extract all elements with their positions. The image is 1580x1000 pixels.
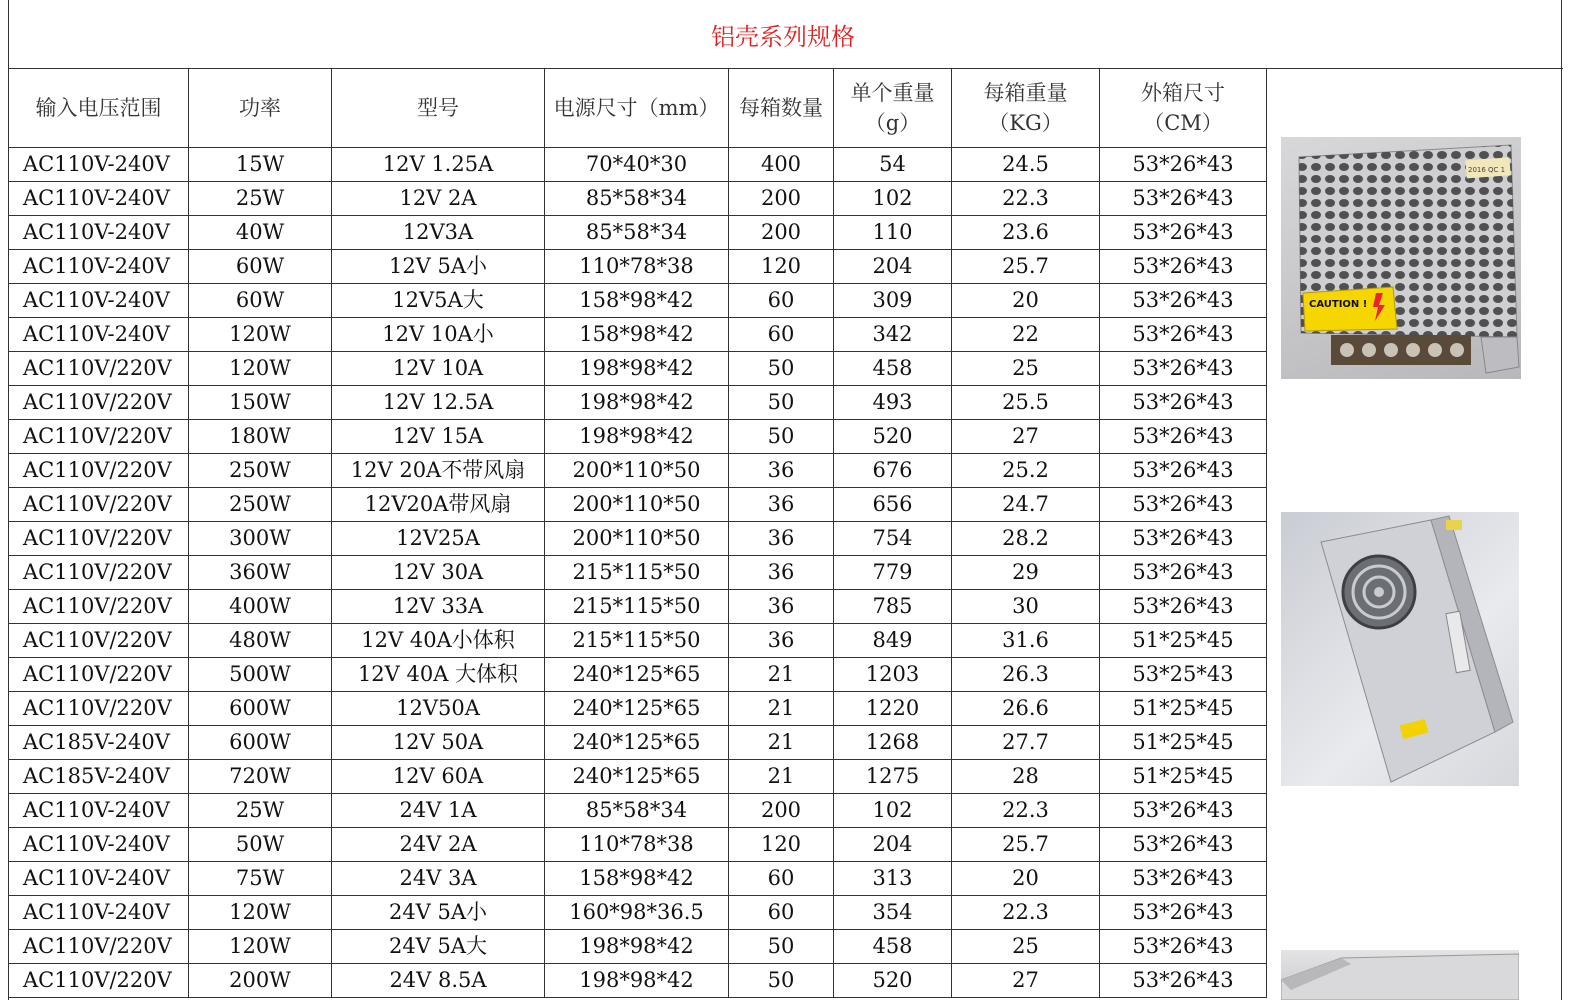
table-cell: 50 [729, 964, 834, 998]
table-cell: 200*110*50 [545, 488, 729, 522]
table-cell: 200 [729, 216, 834, 250]
table-cell: AC110V/220V [9, 454, 189, 488]
table-cell: 25.7 [952, 828, 1100, 862]
table-cell: 60 [729, 862, 834, 896]
table-cell: 198*98*42 [545, 386, 729, 420]
table-cell: 53*26*43 [1100, 862, 1267, 896]
table-cell: 400W [189, 590, 332, 624]
table-row [9, 896, 1564, 930]
table-cell: 400 [729, 148, 834, 182]
table-cell: AC110V/220V [9, 964, 189, 998]
table-cell: 12V 50A [332, 726, 545, 760]
table-cell: 22.3 [952, 896, 1100, 930]
table-cell: 493 [834, 386, 952, 420]
table-cell: 150W [189, 386, 332, 420]
table-cell: AC110V/220V [9, 930, 189, 964]
table-cell: 51*25*45 [1100, 726, 1267, 760]
table-cell: 180W [189, 420, 332, 454]
table-cell: AC110V-240V [9, 148, 189, 182]
table-cell: 25W [189, 794, 332, 828]
table-cell: 53*26*43 [1100, 352, 1267, 386]
table-cell: 110*78*38 [545, 250, 729, 284]
table-cell: AC110V-240V [9, 794, 189, 828]
table-cell: AC110V-240V [9, 250, 189, 284]
table-cell: 53*26*43 [1100, 318, 1267, 352]
table-cell: 36 [729, 454, 834, 488]
table-cell: 25W [189, 182, 332, 216]
table-cell: 40W [189, 216, 332, 250]
table-row [9, 828, 1564, 862]
table-cell: 520 [834, 964, 952, 998]
table-cell: 53*26*43 [1100, 590, 1267, 624]
table-cell: 22.3 [952, 182, 1100, 216]
table-cell: AC110V/220V [9, 522, 189, 556]
table-cell: 250W [189, 488, 332, 522]
table-cell: 240*125*65 [545, 726, 729, 760]
table-cell: 360W [189, 556, 332, 590]
table-cell: 51*25*45 [1100, 624, 1267, 658]
table-cell: 27 [952, 420, 1100, 454]
table-cell: 27 [952, 964, 1100, 998]
table-cell: 12V20A带风扇 [332, 488, 545, 522]
table-cell: AC110V/220V [9, 590, 189, 624]
table-cell: 53*26*43 [1100, 284, 1267, 318]
table-cell: 720W [189, 760, 332, 794]
product-photo-perforated [1281, 137, 1521, 379]
table-cell: 60W [189, 284, 332, 318]
table-cell: 200W [189, 964, 332, 998]
table-cell: 12V5A大 [332, 284, 545, 318]
perforated-psu-illustration [1281, 137, 1521, 379]
table-cell: 240*125*65 [545, 692, 729, 726]
header-cell: 型号 [332, 69, 545, 148]
table-cell: 24V 8.5A [332, 964, 545, 998]
table-cell: AC110V-240V [9, 862, 189, 896]
table-cell: 204 [834, 828, 952, 862]
table-cell: 12V 60A [332, 760, 545, 794]
table-cell: 50 [729, 386, 834, 420]
table-cell: 24.5 [952, 148, 1100, 182]
table-cell: 53*26*43 [1100, 964, 1267, 998]
table-cell: 21 [729, 692, 834, 726]
table-cell: 24V 5A大 [332, 930, 545, 964]
table-cell: 480W [189, 624, 332, 658]
table-cell: 204 [834, 250, 952, 284]
table-cell: 53*26*43 [1100, 556, 1267, 590]
header-cell: 每箱重量 （KG） [952, 69, 1100, 148]
table-cell: 28.2 [952, 522, 1100, 556]
table-cell: 12V 40A小体积 [332, 624, 545, 658]
table-cell: 200 [729, 794, 834, 828]
qc-sticker: 2016 QC 1 [1468, 166, 1506, 174]
table-cell: 53*25*43 [1100, 658, 1267, 692]
table-cell: 12V 10A [332, 352, 545, 386]
photo-column-cell [1267, 420, 1564, 454]
table-cell: 120 [729, 250, 834, 284]
table-cell: 458 [834, 352, 952, 386]
partial-psu-illustration [1281, 950, 1519, 1000]
table-cell: 60W [189, 250, 332, 284]
table-cell: 36 [729, 522, 834, 556]
table-cell: 12V25A [332, 522, 545, 556]
table-cell: AC110V-240V [9, 182, 189, 216]
table-cell: 23.6 [952, 216, 1100, 250]
table-cell: AC110V/220V [9, 658, 189, 692]
table-cell: 12V 33A [332, 590, 545, 624]
table-cell: 102 [834, 794, 952, 828]
table-cell: 849 [834, 624, 952, 658]
table-cell: 53*26*43 [1100, 182, 1267, 216]
table-cell: 120 [729, 828, 834, 862]
table-cell: 250W [189, 454, 332, 488]
table-cell: 54 [834, 148, 952, 182]
table-cell: 22 [952, 318, 1100, 352]
table-row [9, 420, 1564, 454]
table-cell: 754 [834, 522, 952, 556]
header-row [9, 69, 1564, 148]
table-cell: 198*98*42 [545, 930, 729, 964]
table-cell: 53*26*43 [1100, 896, 1267, 930]
table-cell: 25.7 [952, 250, 1100, 284]
table-cell: 300W [189, 522, 332, 556]
table-cell: 12V 20A不带风扇 [332, 454, 545, 488]
table-cell: 85*58*34 [545, 794, 729, 828]
table-cell: 198*98*42 [545, 352, 729, 386]
table-cell: AC110V-240V [9, 318, 189, 352]
table-cell: AC185V-240V [9, 726, 189, 760]
table-cell: 215*115*50 [545, 624, 729, 658]
table-cell: 26.3 [952, 658, 1100, 692]
product-photo-fan-unit [1281, 512, 1519, 786]
table-cell: 110 [834, 216, 952, 250]
table-cell: 600W [189, 692, 332, 726]
table-cell: 676 [834, 454, 952, 488]
table-cell: 53*26*43 [1100, 148, 1267, 182]
table-cell: 53*26*43 [1100, 828, 1267, 862]
table-cell: 12V 12.5A [332, 386, 545, 420]
table-cell: 158*98*42 [545, 862, 729, 896]
table-cell: 53*26*43 [1100, 250, 1267, 284]
table-cell: 53*26*43 [1100, 216, 1267, 250]
table-cell: 36 [729, 556, 834, 590]
table-cell: 21 [729, 658, 834, 692]
photo-column-cell [1267, 862, 1564, 896]
table-cell: AC110V/220V [9, 420, 189, 454]
table-cell: 21 [729, 726, 834, 760]
table-cell: 24.7 [952, 488, 1100, 522]
table-cell: 75W [189, 862, 332, 896]
table-cell: 12V 40A 大体积 [332, 658, 545, 692]
table-cell: 36 [729, 624, 834, 658]
header-cell: 单个重量 （g） [834, 69, 952, 148]
table-cell: 30 [952, 590, 1100, 624]
table-cell: 26.6 [952, 692, 1100, 726]
table-cell: 20 [952, 862, 1100, 896]
table-cell: 60 [729, 896, 834, 930]
table-cell: 31.6 [952, 624, 1100, 658]
table-cell: 12V 1.25A [332, 148, 545, 182]
table-cell: AC110V/220V [9, 352, 189, 386]
table-cell: 51*25*45 [1100, 692, 1267, 726]
table-cell: 21 [729, 760, 834, 794]
photo-column-cell [1267, 896, 1564, 930]
header-cell: 外箱尺寸 （CM） [1100, 69, 1267, 148]
table-cell: 120W [189, 930, 332, 964]
table-cell: 12V 5A小 [332, 250, 545, 284]
table-cell: 200*110*50 [545, 522, 729, 556]
header-cell: 每箱数量 [729, 69, 834, 148]
table-cell: 50 [729, 930, 834, 964]
table-cell: 60 [729, 284, 834, 318]
table-cell: 120W [189, 896, 332, 930]
table-cell: 120W [189, 352, 332, 386]
photo-column-cell [1267, 386, 1564, 420]
table-cell: 53*26*43 [1100, 522, 1267, 556]
table-cell: AC110V-240V [9, 896, 189, 930]
table-cell: 240*125*65 [545, 760, 729, 794]
table-cell: AC110V/220V [9, 488, 189, 522]
table-cell: 53*26*43 [1100, 488, 1267, 522]
table-cell: 102 [834, 182, 952, 216]
table-cell: 198*98*42 [545, 420, 729, 454]
sheet-title: 铝壳系列规格 [711, 22, 855, 51]
table-cell: 36 [729, 590, 834, 624]
table-cell: 600W [189, 726, 332, 760]
table-cell: AC110V/220V [9, 624, 189, 658]
table-cell: 25 [952, 930, 1100, 964]
table-row [9, 454, 1564, 488]
table-cell: 1203 [834, 658, 952, 692]
table-row [9, 862, 1564, 896]
table-cell: 24V 1A [332, 794, 545, 828]
table-cell: 22.3 [952, 794, 1100, 828]
product-photo-partial [1281, 950, 1519, 1000]
photo-column-header [1267, 69, 1564, 148]
table-cell: AC110V-240V [9, 284, 189, 318]
table-cell: 215*115*50 [545, 556, 729, 590]
table-cell: 158*98*42 [545, 284, 729, 318]
table-cell: 215*115*50 [545, 590, 729, 624]
table-cell: AC185V-240V [9, 760, 189, 794]
table-cell: 12V 30A [332, 556, 545, 590]
table-cell: 28 [952, 760, 1100, 794]
table-cell: 12V 2A [332, 182, 545, 216]
header-cell: 电源尺寸（mm） [545, 69, 729, 148]
header-cell: 输入电压范围 [9, 69, 189, 148]
table-cell: 24V 5A小 [332, 896, 545, 930]
table-cell: 354 [834, 896, 952, 930]
photo-column-cell [1267, 828, 1564, 862]
table-cell: 520 [834, 420, 952, 454]
table-cell: 12V3A [332, 216, 545, 250]
table-cell: 24V 3A [332, 862, 545, 896]
table-cell: AC110V/220V [9, 556, 189, 590]
table-cell: AC110V/220V [9, 692, 189, 726]
table-cell: 51*25*45 [1100, 760, 1267, 794]
table-cell: 53*26*43 [1100, 930, 1267, 964]
table-cell: 25.2 [952, 454, 1100, 488]
table-cell: 25 [952, 352, 1100, 386]
table-cell: 25.5 [952, 386, 1100, 420]
table-cell: 656 [834, 488, 952, 522]
table-cell: 342 [834, 318, 952, 352]
photo-column-cell [1267, 794, 1564, 828]
table-cell: 1220 [834, 692, 952, 726]
table-cell: 70*40*30 [545, 148, 729, 182]
header-cell: 功率 [189, 69, 332, 148]
table-cell: 158*98*42 [545, 318, 729, 352]
table-cell: 36 [729, 488, 834, 522]
photo-column-cell [1267, 454, 1564, 488]
table-cell: 53*26*43 [1100, 454, 1267, 488]
table-cell: 160*98*36.5 [545, 896, 729, 930]
table-cell: AC110V-240V [9, 216, 189, 250]
table-cell: 240*125*65 [545, 658, 729, 692]
table-cell: 779 [834, 556, 952, 590]
table-cell: 53*26*43 [1100, 794, 1267, 828]
table-cell: 458 [834, 930, 952, 964]
table-cell: 85*58*34 [545, 182, 729, 216]
fan-psu-illustration [1281, 512, 1519, 786]
table-cell: 198*98*42 [545, 964, 729, 998]
table-cell: 785 [834, 590, 952, 624]
table-cell: 20 [952, 284, 1100, 318]
table-cell: 12V50A [332, 692, 545, 726]
caution-label: CAUTION ! [1309, 299, 1368, 310]
table-cell: 15W [189, 148, 332, 182]
table-cell: 1275 [834, 760, 952, 794]
table-cell: 1268 [834, 726, 952, 760]
table-cell: 500W [189, 658, 332, 692]
table-cell: 50W [189, 828, 332, 862]
table-cell: 53*26*43 [1100, 386, 1267, 420]
table-cell: 60 [729, 318, 834, 352]
table-cell: 50 [729, 352, 834, 386]
table-cell: 24V 2A [332, 828, 545, 862]
table-row [9, 386, 1564, 420]
table-cell: 200*110*50 [545, 454, 729, 488]
table-row [9, 794, 1564, 828]
table-cell: AC110V/220V [9, 386, 189, 420]
table-cell: 29 [952, 556, 1100, 590]
table-cell: 12V 15A [332, 420, 545, 454]
table-cell: 200 [729, 182, 834, 216]
table-cell: 12V 10A小 [332, 318, 545, 352]
table-cell: 110*78*38 [545, 828, 729, 862]
table-cell: 120W [189, 318, 332, 352]
table-cell: 85*58*34 [545, 216, 729, 250]
table-cell: AC110V-240V [9, 828, 189, 862]
table-cell: 27.7 [952, 726, 1100, 760]
table-cell: 53*26*43 [1100, 420, 1267, 454]
table-cell: 309 [834, 284, 952, 318]
table-cell: 50 [729, 420, 834, 454]
table-cell: 313 [834, 862, 952, 896]
